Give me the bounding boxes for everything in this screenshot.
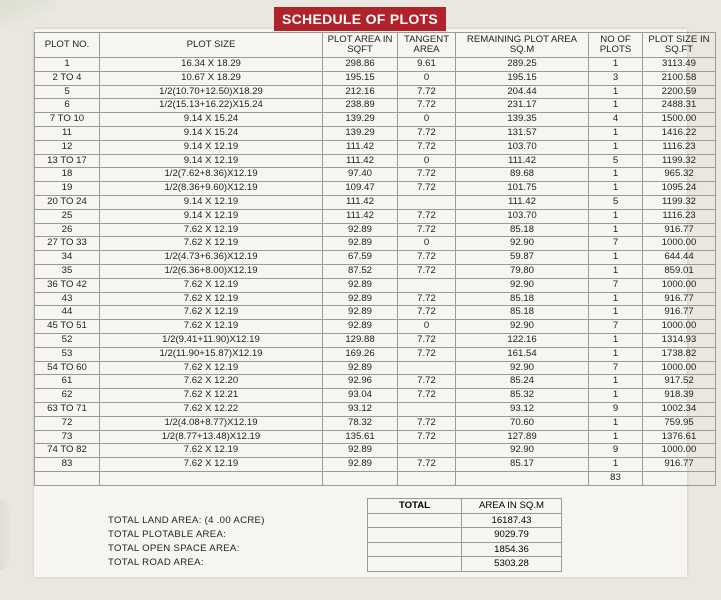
plot-size-sqft-cell: 1000.00 (643, 361, 716, 375)
plot-area-cell: 87.52 (323, 264, 398, 278)
plot-no-cell: 45 TO 51 (35, 320, 100, 334)
table-row (35, 416, 716, 430)
table-row (35, 168, 716, 182)
plot-no-cell: 74 TO 82 (35, 444, 100, 458)
plot-size-cell: 1/2(4.08+8.77)X12.19 (100, 416, 323, 430)
plot-size-sqft-cell: 759.95 (643, 416, 716, 430)
plot-size-sqft-cell: 1000.00 (643, 444, 716, 458)
plot-size-cell: 1/2(7.62+8.36)X12.19 (100, 168, 323, 182)
plot-size-sqft-cell: 3113.49 (643, 58, 716, 72)
table-row (35, 126, 716, 140)
tangent-area-cell: 7.72 (398, 347, 456, 361)
no-of-plots-cell: 1 (589, 251, 643, 265)
header-plot-area: PLOT AREA IN SQFT (323, 33, 398, 58)
plot-area-cell: 92.89 (323, 237, 398, 251)
table-row (35, 140, 716, 154)
remaining-area-cell: 92.90 (456, 361, 589, 375)
plot-no-cell: 53 (35, 347, 100, 361)
remaining-area-cell: 85.18 (456, 292, 589, 306)
plot-area-cell: 111.42 (323, 209, 398, 223)
tangent-area-cell: 7.72 (398, 333, 456, 347)
remaining-area-cell: 85.18 (456, 223, 589, 237)
no-of-plots-cell: 9 (589, 444, 643, 458)
summary-area-header: AREA IN SQ.M (462, 499, 562, 514)
plot-area-cell: 92.89 (323, 306, 398, 320)
no-of-plots-cell: 1 (589, 375, 643, 389)
summary-value: 5303.28 (462, 557, 562, 572)
tangent-area-cell: 7.72 (398, 264, 456, 278)
plot-size-cell: 7.62 X 12.19 (100, 444, 323, 458)
remaining-area-cell: 93.12 (456, 402, 589, 416)
no-of-plots-cell: 1 (589, 264, 643, 278)
tangent-area-cell (398, 278, 456, 292)
plot-no-cell: 25 (35, 209, 100, 223)
table-row (35, 320, 716, 334)
table-row (35, 209, 716, 223)
table-row (35, 195, 716, 209)
table-row (35, 113, 716, 127)
plot-area-cell: 111.42 (323, 195, 398, 209)
plot-size-sqft-cell: 2488.31 (643, 99, 716, 113)
no-of-plots-cell: 1 (589, 292, 643, 306)
tangent-area-cell: 7.72 (398, 292, 456, 306)
remaining-area-cell: 92.90 (456, 237, 589, 251)
plot-size-cell: 7.62 X 12.22 (100, 402, 323, 416)
summary-table (367, 498, 562, 572)
table-row (35, 444, 716, 458)
plot-area-cell: 129.88 (323, 333, 398, 347)
summary-label: TOTAL PLOTABLE AREA: (108, 529, 227, 540)
header-plot-no: PLOT NO. (35, 33, 100, 58)
total-plots-row (35, 471, 716, 485)
plot-area-cell: 238.89 (323, 99, 398, 113)
remaining-area-cell: 101.75 (456, 182, 589, 196)
plot-no-cell: 27 TO 33 (35, 237, 100, 251)
remaining-area-cell: 122.16 (456, 333, 589, 347)
table-row (35, 347, 716, 361)
no-of-plots-cell: 7 (589, 237, 643, 251)
remaining-area-cell: 103.70 (456, 209, 589, 223)
table-row (35, 251, 716, 265)
plot-size-sqft-cell: 1199.32 (643, 195, 716, 209)
plot-no-cell: 62 (35, 389, 100, 403)
plot-area-cell: 139.29 (323, 113, 398, 127)
plot-area-cell: 135.61 (323, 430, 398, 444)
table-row (35, 58, 716, 72)
no-of-plots-cell: 7 (589, 320, 643, 334)
remaining-area-cell: 204.44 (456, 85, 589, 99)
plot-size-cell: 7.62 X 12.19 (100, 306, 323, 320)
tangent-area-cell: 0 (398, 237, 456, 251)
plot-area-cell: 195.15 (323, 71, 398, 85)
no-of-plots-cell: 1 (589, 140, 643, 154)
remaining-area-cell: 139.35 (456, 113, 589, 127)
plot-size-cell: 7.62 X 12.19 (100, 320, 323, 334)
tangent-area-cell: 7.72 (398, 306, 456, 320)
plot-size-sqft-cell: 1000.00 (643, 320, 716, 334)
remaining-area-cell: 231.17 (456, 99, 589, 113)
table-row (35, 389, 716, 403)
tangent-area-cell (398, 402, 456, 416)
table-row (35, 402, 716, 416)
table-row (35, 237, 716, 251)
no-of-plots-cell: 3 (589, 71, 643, 85)
plot-size-cell: 7.62 X 12.19 (100, 237, 323, 251)
no-of-plots-cell: 1 (589, 168, 643, 182)
no-of-plots-cell: 1 (589, 223, 643, 237)
tangent-area-cell: 0 (398, 113, 456, 127)
plot-size-cell: 9.14 X 12.19 (100, 140, 323, 154)
remaining-area-cell: 161.54 (456, 347, 589, 361)
no-of-plots-cell: 1 (589, 99, 643, 113)
tangent-area-cell: 7.72 (398, 126, 456, 140)
plot-size-sqft-cell: 1116.23 (643, 209, 716, 223)
plot-size-cell: 7.62 X 12.19 (100, 292, 323, 306)
tangent-area-cell: 7.72 (398, 458, 456, 472)
remaining-area-cell: 111.42 (456, 154, 589, 168)
tangent-area-cell: 7.72 (398, 209, 456, 223)
summary-value: 16187.43 (462, 513, 562, 528)
plot-area-cell: 139.29 (323, 126, 398, 140)
header-remaining-area: REMAINING PLOT AREA SQ.M (456, 33, 589, 58)
tangent-area-cell: 0 (398, 320, 456, 334)
plot-size-sqft-cell: 1199.32 (643, 154, 716, 168)
plot-no-cell: 7 TO 10 (35, 113, 100, 127)
table-row (35, 292, 716, 306)
plot-size-cell: 7.62 X 12.19 (100, 223, 323, 237)
plot-area-cell: 92.89 (323, 444, 398, 458)
summary-total-label: TOTAL (368, 499, 462, 514)
tangent-area-cell: 7.72 (398, 168, 456, 182)
plot-no-cell: 6 (35, 99, 100, 113)
plot-size-sqft-cell: 644.44 (643, 251, 716, 265)
table-row (35, 375, 716, 389)
plot-size-cell: 1/2(4.73+6.36)X12.19 (100, 251, 323, 265)
plot-size-sqft-cell: 1116.23 (643, 140, 716, 154)
plot-size-cell: 1/2(8.77+13.48)X12.19 (100, 430, 323, 444)
plot-no-cell: 73 (35, 430, 100, 444)
plot-no-cell: 1 (35, 58, 100, 72)
plot-size-sqft-cell: 1416.22 (643, 126, 716, 140)
plot-no-cell: 72 (35, 416, 100, 430)
plot-size-sqft-cell: 1000.00 (643, 237, 716, 251)
plot-area-cell: 169.26 (323, 347, 398, 361)
table-row (35, 99, 716, 113)
plot-no-cell: 61 (35, 375, 100, 389)
tangent-area-cell: 7.72 (398, 389, 456, 403)
plot-no-cell: 5 (35, 85, 100, 99)
no-of-plots-cell: 7 (589, 361, 643, 375)
remaining-area-cell: 89.68 (456, 168, 589, 182)
plot-size-sqft-cell: 1500.00 (643, 113, 716, 127)
remaining-area-cell: 70.60 (456, 416, 589, 430)
no-of-plots-cell: 1 (589, 126, 643, 140)
plot-area-cell: 92.89 (323, 458, 398, 472)
remaining-area-cell: 195.15 (456, 71, 589, 85)
plot-area-cell: 92.89 (323, 278, 398, 292)
plot-no-cell: 2 TO 4 (35, 71, 100, 85)
plot-no-cell: 43 (35, 292, 100, 306)
remaining-area-cell: 111.42 (456, 195, 589, 209)
plot-no-cell: 52 (35, 333, 100, 347)
summary-value: 9029.79 (462, 528, 562, 543)
remaining-area-cell: 92.90 (456, 444, 589, 458)
plot-size-sqft-cell: 916.77 (643, 306, 716, 320)
remaining-area-cell: 85.18 (456, 306, 589, 320)
remaining-area-cell: 85.24 (456, 375, 589, 389)
plot-size-sqft-cell: 1002.34 (643, 402, 716, 416)
no-of-plots-cell: 1 (589, 182, 643, 196)
plot-size-sqft-cell: 916.77 (643, 458, 716, 472)
leaf-decoration (0, 0, 56, 32)
plot-no-cell: 18 (35, 168, 100, 182)
plot-size-sqft-cell: 1095.24 (643, 182, 716, 196)
total-plots-value: 83 (589, 471, 643, 485)
no-of-plots-cell: 1 (589, 416, 643, 430)
tangent-area-cell: 0 (398, 154, 456, 168)
tangent-area-cell: 7.72 (398, 140, 456, 154)
remaining-area-cell: 131.57 (456, 126, 589, 140)
plot-no-cell: 44 (35, 306, 100, 320)
plot-no-cell: 20 TO 24 (35, 195, 100, 209)
no-of-plots-cell: 1 (589, 333, 643, 347)
plot-size-cell: 1/2(15.13+16.22)X15.24 (100, 99, 323, 113)
no-of-plots-cell: 1 (589, 209, 643, 223)
no-of-plots-cell: 1 (589, 347, 643, 361)
plot-area-cell: 67.59 (323, 251, 398, 265)
plot-size-cell: 7.62 X 12.19 (100, 458, 323, 472)
tangent-area-cell (398, 195, 456, 209)
no-of-plots-cell: 5 (589, 195, 643, 209)
remaining-area-cell: 289.25 (456, 58, 589, 72)
plot-size-cell: 7.62 X 12.19 (100, 361, 323, 375)
plot-size-cell: 9.14 X 12.19 (100, 195, 323, 209)
tangent-area-cell: 7.72 (398, 85, 456, 99)
table-row (35, 430, 716, 444)
plot-size-cell: 9.14 X 12.19 (100, 154, 323, 168)
no-of-plots-cell: 1 (589, 58, 643, 72)
table-row (35, 71, 716, 85)
header-tangent-area: TANGENT AREA (398, 33, 456, 58)
plot-size-cell: 1/2(9.41+11.90)X12.19 (100, 333, 323, 347)
plot-size-cell: 10.67 X 18.29 (100, 71, 323, 85)
table-row (35, 85, 716, 99)
plot-size-cell: 1/2(10.70+12.50)X18.29 (100, 85, 323, 99)
table-row (35, 182, 716, 196)
remaining-area-cell: 127.89 (456, 430, 589, 444)
tangent-area-cell (398, 361, 456, 375)
plot-area-cell: 92.96 (323, 375, 398, 389)
plot-size-sqft-cell: 2200.59 (643, 85, 716, 99)
plot-size-cell: 1/2(8.36+9.60)X12.19 (100, 182, 323, 196)
plot-area-cell: 109.47 (323, 182, 398, 196)
plot-no-cell: 26 (35, 223, 100, 237)
remaining-area-cell: 85.32 (456, 389, 589, 403)
remaining-area-cell: 103.70 (456, 140, 589, 154)
plot-size-sqft-cell: 1376.61 (643, 430, 716, 444)
no-of-plots-cell: 4 (589, 113, 643, 127)
table-row (35, 458, 716, 472)
no-of-plots-cell: 1 (589, 458, 643, 472)
remaining-area-cell: 59.87 (456, 251, 589, 265)
plot-size-cell: 9.14 X 15.24 (100, 126, 323, 140)
header-plot-size-sqft: PLOT SIZE IN SQ.FT (643, 33, 716, 58)
tangent-area-cell: 7.72 (398, 430, 456, 444)
summary-label: TOTAL ROAD AREA: (108, 557, 204, 568)
plot-area-cell: 78.32 (323, 416, 398, 430)
tangent-area-cell: 7.72 (398, 251, 456, 265)
plot-area-cell: 92.89 (323, 223, 398, 237)
summary-section (34, 498, 687, 576)
header-no-of-plots: NO OF PLOTS (589, 33, 643, 58)
plot-no-cell: 83 (35, 458, 100, 472)
no-of-plots-cell: 9 (589, 402, 643, 416)
no-of-plots-cell: 1 (589, 389, 643, 403)
remaining-area-cell: 92.90 (456, 278, 589, 292)
tangent-area-cell: 7.72 (398, 182, 456, 196)
plot-size-sqft-cell: 2100.58 (643, 71, 716, 85)
plot-size-sqft-cell: 916.77 (643, 223, 716, 237)
plot-size-cell: 7.62 X 12.20 (100, 375, 323, 389)
tangent-area-cell: 7.72 (398, 223, 456, 237)
table-row (35, 154, 716, 168)
plot-size-cell: 1/2(11.90+15.87)X12.19 (100, 347, 323, 361)
no-of-plots-cell: 1 (589, 85, 643, 99)
plot-size-sqft-cell: 1314.93 (643, 333, 716, 347)
table-row (35, 223, 716, 237)
plot-area-cell: 92.89 (323, 320, 398, 334)
header-plot-size: PLOT SIZE (100, 33, 323, 58)
tangent-area-cell: 7.72 (398, 375, 456, 389)
no-of-plots-cell: 1 (589, 430, 643, 444)
plot-size-cell: 1/2(6.36+8.00)X12.19 (100, 264, 323, 278)
plot-area-cell: 92.89 (323, 361, 398, 375)
plot-area-cell: 97.40 (323, 168, 398, 182)
plot-area-cell: 111.42 (323, 154, 398, 168)
plot-area-cell: 212.16 (323, 85, 398, 99)
remaining-area-cell: 92.90 (456, 320, 589, 334)
schedule-title: SCHEDULE OF PLOTS (274, 7, 446, 31)
plot-size-cell: 7.62 X 12.19 (100, 278, 323, 292)
plot-size-sqft-cell: 918.39 (643, 389, 716, 403)
table-row (35, 264, 716, 278)
plot-area-cell: 111.42 (323, 140, 398, 154)
tangent-area-cell (398, 444, 456, 458)
table-row (35, 278, 716, 292)
leaf-decoration-lower (0, 500, 12, 570)
plot-size-cell: 9.14 X 15.24 (100, 113, 323, 127)
tangent-area-cell: 7.72 (398, 416, 456, 430)
no-of-plots-cell: 5 (589, 154, 643, 168)
plot-size-cell: 16.34 X 18.29 (100, 58, 323, 72)
table-row (35, 333, 716, 347)
plot-size-sqft-cell: 1000.00 (643, 278, 716, 292)
plot-no-cell: 63 TO 71 (35, 402, 100, 416)
plot-no-cell: 13 TO 17 (35, 154, 100, 168)
table-row (35, 306, 716, 320)
plot-size-sqft-cell: 965.32 (643, 168, 716, 182)
summary-label: TOTAL OPEN SPACE AREA: (108, 543, 240, 554)
no-of-plots-cell: 7 (589, 278, 643, 292)
plot-size-sqft-cell: 1738.82 (643, 347, 716, 361)
table-row (35, 361, 716, 375)
remaining-area-cell: 79.80 (456, 264, 589, 278)
plot-area-cell: 92.89 (323, 292, 398, 306)
remaining-area-cell: 85.17 (456, 458, 589, 472)
plot-schedule-table (34, 32, 716, 486)
table-header-row (35, 33, 716, 58)
plot-no-cell: 36 TO 42 (35, 278, 100, 292)
plot-size-sqft-cell: 859.01 (643, 264, 716, 278)
tangent-area-cell: 9.61 (398, 58, 456, 72)
plot-area-cell: 93.12 (323, 402, 398, 416)
plot-size-cell: 7.62 X 12.21 (100, 389, 323, 403)
plot-area-cell: 298.86 (323, 58, 398, 72)
plot-size-sqft-cell: 917.52 (643, 375, 716, 389)
summary-value: 1854.36 (462, 542, 562, 557)
tangent-area-cell: 0 (398, 71, 456, 85)
plot-size-sqft-cell: 916.77 (643, 292, 716, 306)
no-of-plots-cell: 1 (589, 306, 643, 320)
plot-no-cell: 19 (35, 182, 100, 196)
tangent-area-cell: 7.72 (398, 99, 456, 113)
plot-no-cell: 54 TO 60 (35, 361, 100, 375)
plot-no-cell: 12 (35, 140, 100, 154)
plot-no-cell: 35 (35, 264, 100, 278)
plot-no-cell: 34 (35, 251, 100, 265)
summary-label: TOTAL LAND AREA: (4 .00 ACRE) (108, 515, 265, 526)
plot-no-cell: 11 (35, 126, 100, 140)
plot-area-cell: 93.04 (323, 389, 398, 403)
plot-size-cell: 9.14 X 12.19 (100, 209, 323, 223)
